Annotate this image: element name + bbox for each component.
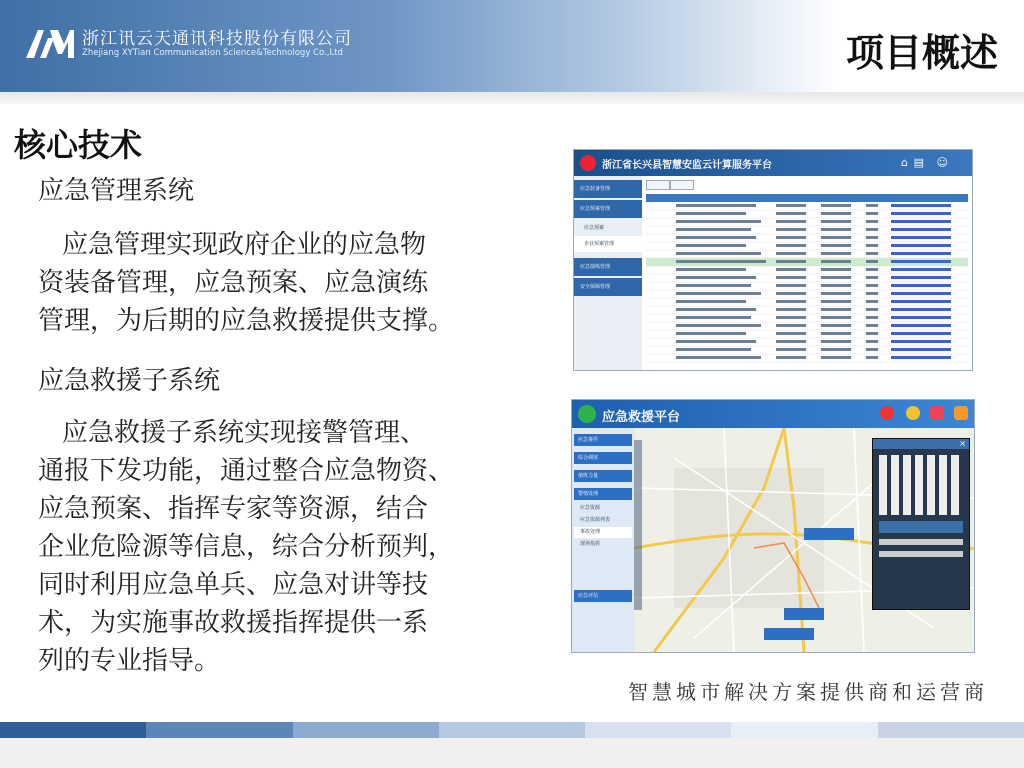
data-table xyxy=(646,194,968,366)
rescue-sidebar-item[interactable]: 应急评估 xyxy=(574,590,632,602)
section2-title: 应急救援子系统 xyxy=(38,366,221,396)
add-button[interactable] xyxy=(646,180,670,190)
badge-icon[interactable] xyxy=(906,406,920,420)
folder-icon[interactable] xyxy=(954,406,968,420)
home-icon[interactable]: ⌂ xyxy=(901,156,908,169)
section2-line: 术，为实施事故救援指挥提供一系 xyxy=(38,608,429,638)
footer-segment xyxy=(293,722,439,738)
footer-bottom xyxy=(0,738,1024,768)
rescue-sidebar-item[interactable]: 应急事件 xyxy=(574,434,632,446)
tool-tabs[interactable] xyxy=(879,521,963,533)
company-logo-icon xyxy=(24,24,74,60)
rescue-sidebar-subitem[interactable]: 应急资源列表 xyxy=(580,517,611,523)
platform-title: 浙江省长兴县智慧安监云计算服务平台 xyxy=(602,160,772,171)
slide-title: 项目概述 xyxy=(845,31,998,75)
screenshot-rescue-platform xyxy=(572,400,974,652)
footer-segment xyxy=(146,722,292,738)
sidebar-item[interactable]: 应急演练管理 xyxy=(574,258,642,276)
section2-line: 列的专业指导。 xyxy=(38,646,221,676)
company-slogan: 智慧城市解决方案提供商和运营商 xyxy=(628,680,988,704)
screenshot-management-platform xyxy=(574,150,972,370)
section1-line: 应急管理实现政府企业的应急物 xyxy=(62,230,427,260)
footer-segment xyxy=(439,722,585,738)
section2-line: 同时利用应急单兵、应急对讲等技 xyxy=(38,570,429,600)
rescue-sidebar xyxy=(572,428,634,652)
company-name-en: Zhejiang XYTian Communication Science&Technology Co.,Ltd xyxy=(82,48,343,58)
section2-line: 应急救援子系统实现接警管理、 xyxy=(62,418,427,448)
rescue-sidebar-subitem[interactable]: 应急资源 xyxy=(580,505,601,511)
rescue-title: 应急救援平台 xyxy=(602,410,681,425)
header-divider xyxy=(0,92,1024,104)
platform-emblem-icon xyxy=(580,155,596,171)
drawing-tools[interactable] xyxy=(879,455,963,515)
flag-icon[interactable] xyxy=(930,406,944,420)
rescue-sidebar-item[interactable]: 警情处理 xyxy=(574,488,632,500)
sidebar-item[interactable]: 应急预案管理 xyxy=(574,200,642,218)
alarm-icon[interactable] xyxy=(880,406,894,420)
footer-segment xyxy=(878,722,1024,738)
close-icon[interactable]: × xyxy=(959,439,966,448)
footer-segment xyxy=(0,722,146,738)
platform-sidebar xyxy=(574,176,642,370)
section2-line: 通报下发功能，通过整合应急物资、 xyxy=(38,456,455,486)
document-icon[interactable]: ▤ xyxy=(913,156,924,169)
section1-line: 管理，为后期的应急救援提供支撑。 xyxy=(38,306,455,336)
section2-line: 企业危险源等信息，综合分析预判， xyxy=(38,532,455,562)
section2-line: 应急预案、指挥专家等资源，结合 xyxy=(38,494,429,524)
rescue-sidebar-subitem[interactable]: 事故处理 xyxy=(574,527,632,538)
sidebar-item[interactable]: 应急装备管理 xyxy=(574,180,642,198)
delete-button[interactable] xyxy=(670,180,694,190)
section1-body xyxy=(38,226,558,340)
tool-panel-header xyxy=(873,439,969,449)
sidebar-item[interactable]: 安全保障管理 xyxy=(574,278,642,296)
rescue-sidebar-subitem[interactable]: 现场指挥 xyxy=(580,541,601,547)
footer-segment xyxy=(585,722,731,738)
platform-header xyxy=(574,150,972,176)
section1-line: 资装备管理，应急预案、应急演练 xyxy=(38,268,429,298)
rescue-sidebar-item[interactable]: 综合调度 xyxy=(574,452,632,464)
size-slider[interactable] xyxy=(879,551,963,557)
section2-body xyxy=(38,414,568,680)
opacity-slider[interactable] xyxy=(879,539,963,545)
section-heading: 核心技术 xyxy=(14,126,143,164)
rescue-sidebar-item[interactable]: 值班力量 xyxy=(574,470,632,482)
footer-color-bar xyxy=(0,722,1024,738)
tool-panel xyxy=(872,438,970,610)
header-banner xyxy=(0,0,1024,92)
user-icon[interactable]: ☺ xyxy=(936,156,948,169)
rescue-header xyxy=(572,400,974,428)
sidebar-subitem[interactable]: 应急预案 xyxy=(584,225,605,231)
sidebar-subitem[interactable]: 企业预案管理 xyxy=(574,236,642,252)
section1-title: 应急管理系统 xyxy=(38,176,195,206)
footer-segment xyxy=(731,722,877,738)
company-name-cn: 浙江讯云天通讯科技股份有限公司 xyxy=(82,29,352,49)
rescue-logo-icon xyxy=(578,405,596,423)
